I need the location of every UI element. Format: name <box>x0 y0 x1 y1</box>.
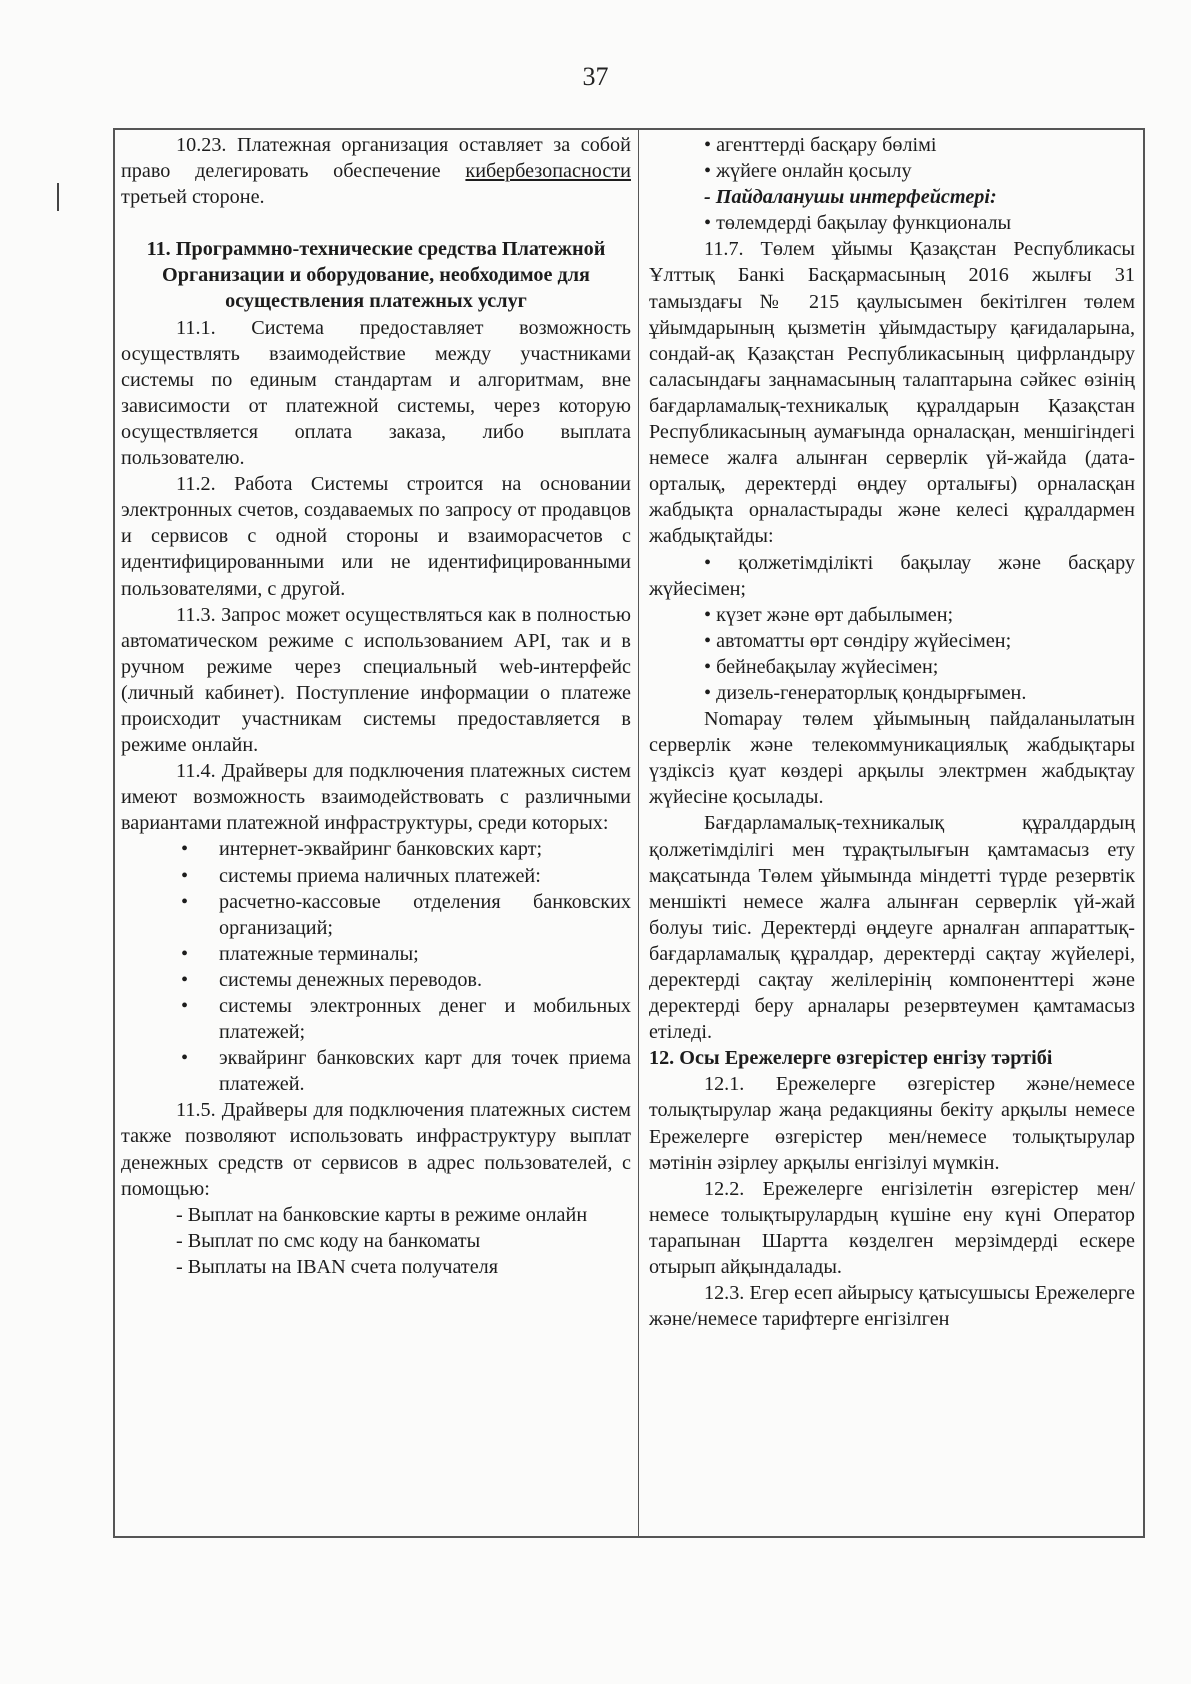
list-item: • автоматты өрт сөндіру жүйесімен; <box>703 629 1012 652</box>
list-item: • системы денежных переводов. <box>179 967 631 993</box>
right-column-kazakh <box>639 130 1143 1536</box>
paragraph-11-4: 11.4. Драйверы для подключения платежных систем имеют возможность взаимодействовать с различными вариантами платежной инфраструктуры, среди которых: <box>121 760 631 835</box>
bullet-icon: • <box>181 968 189 991</box>
paragraph-12-1: 12.1. Ережелерге өзгерістер және/немесе толықтырулар жаңа редакцияны бекіту арқылы немесе Ережелерге өзгерістер мен/немесе толықтырулар мәтінін әзірлеу арқылы енгізілуі мүмкін. <box>648 1073 1135 1174</box>
infrastructure-list <box>121 836 631 1097</box>
list-item: • күзет және өрт дабылымен; <box>703 603 954 626</box>
paragraph-11-5: 11.5. Драйверы для подключения платежных систем также позволяют использовать инфраструктуру выплат денежных средств от сервисов в адрес пользователей, с помощью: <box>121 1099 631 1200</box>
payout-item: - Выплат на банковские карты в режиме онлайн <box>176 1203 588 1226</box>
list-item: • интернет-эквайринг банковских карт; <box>179 836 631 862</box>
underlined-term: кибербезопасности <box>465 160 631 183</box>
bullet-icon: • <box>181 942 189 965</box>
bilingual-table <box>113 128 1145 1538</box>
bullet-icon: • <box>181 838 189 861</box>
user-interfaces-heading: - Пайдаланушы интерфейстері: <box>703 186 997 209</box>
list-item: • жүйеге онлайн қосылу <box>703 160 912 183</box>
bullet-icon: • <box>181 995 189 1017</box>
paragraph-number: 10.23. <box>176 134 227 156</box>
section-11-heading: 11. Программно-технические средства Платежной Организации и оборудование, необходимое для осуществления платежных услуг <box>146 238 606 313</box>
list-item: • платежные терминалы; <box>179 941 631 967</box>
left-column-russian <box>115 130 639 1536</box>
list-item: • бейнебақылау жүйесімен; <box>703 655 939 678</box>
margin-change-bar <box>57 183 59 211</box>
paragraph-software-reliability: Бағдарламалық-техникалық құралдардың қолжетімділігі мен тұрақтылығын қамтамасыз ету мақсатында Төлем ұйымында міндетті түрде резервтік меншікті немесе жалға алынған серверлік үй-жай болуы тиіс. Деректерді өңдеуге арналған аппараттық-бағдарламалық құралдар, деректерді сақтау жүйелері, деректерді сақтау желілерінің компоненттері және деректерді беру арналары резервтеумен қамтамасыз етіледі. <box>648 812 1135 1044</box>
paragraph-10-23: 10.23. Платежная организация оставляет за собой право делегировать обеспечение кибербезопасности третьей стороне. <box>121 134 631 209</box>
bullet-icon: • <box>181 864 189 887</box>
list-item: • расчетно-кассовые отделения банковских организаций; <box>181 890 631 939</box>
list-item: • системы электронных денег и мобильных платежей; <box>181 995 631 1044</box>
list-item: • агенттерді басқару бөлімі <box>703 134 937 156</box>
paragraph-12-2: 12.2. Ережелерге енгізілетін өзгерістер мен/немесе толықтырулардың күшіне ену күні Оператор тарапынан Шартта көзделген мерзімдерді ескере отырып айқындалады. <box>648 1177 1135 1279</box>
paragraph-11-1: 11.1. Система предоставляет возможность осуществлять взаимодействие между участниками системы по единым стандартам и алгоритмам, вне зависимости от платежной системы, через которую осуществляется оплата заказа, либо выплата пользователю. <box>121 316 631 470</box>
list-item: • эквайринг банковских карт для точек приема платежей. <box>181 1047 631 1096</box>
payout-item: - Выплат по смс коду на банкоматы <box>176 1229 481 1252</box>
list-item: • дизель-генераторлық қондырғымен. <box>703 681 1027 704</box>
paragraph-nomapay: Nomapay төлем ұйымының пайдаланылатын серверлік және телекоммуникациялық жабдықтары үздіксіз қуат көздері арқылы электрмен жабдықтау жүйесіне қосылады. <box>648 708 1135 809</box>
section-12-heading: 12. Осы Ережелерге өзгерістер енгізу тәртібі <box>648 1047 1053 1070</box>
list-item: • төлемдерді бақылау функционалы <box>703 212 1012 235</box>
list-item: • системы приема наличных платежей: <box>179 863 631 889</box>
payout-item: - Выплаты на IBAN счета получателя <box>176 1255 499 1278</box>
paragraph-11-7: 11.7. Төлем ұйымы Қазақстан Республикасы Ұлттық Банкі Басқармасының 2016 жылғы 31 тамыздағы № 215 қаулысымен бекітілген төлем ұйымдарының қызметін ұйымдастыру қағидаларына, сондай-ақ Қазақстан Республикасының цифрландыру саласындағы заңнамасының талаптарына сәйкес өзінің бағдарламалық-техникалық құралдарын Қазақстан Республикасының аумағында орналасқан, меншігіндегі немесе жалға алынған серверлік үй-жайда (дата-орталық, деректерді өңдеу орталығы) орналасқан жабдықта орналастырады және келесі құралдармен жабдықтайды: <box>648 238 1135 548</box>
bullet-icon: • <box>181 890 189 913</box>
bullet-icon: • <box>181 1047 189 1070</box>
page-number: 37 <box>582 62 609 91</box>
paragraph-12-3: 12.3. Егер есеп айырысу қатысушысы Ережелерге және/немесе тарифтерге енгізілген <box>648 1282 1135 1331</box>
paragraph-11-2: 11.2. Работа Системы строится на основании электронных счетов, создаваемых по запросу от продавцов и сервисов с одной стороны и взаиморасчетов с идентифицированными или не идентифицированными пользователями, с другой. <box>121 473 631 600</box>
paragraph-11-3: 11.3. Запрос может осуществляться как в полностью автоматическом режиме с использованием API, так и в ручном режиме через специальный web-интерфейс (личный кабинет). Поступление информации о платеже происходит участникам системы предоставляется в режиме онлайн. <box>121 603 631 757</box>
list-item: • қолжетімділікті бақылау және басқару жүйесімен; <box>648 551 1135 600</box>
